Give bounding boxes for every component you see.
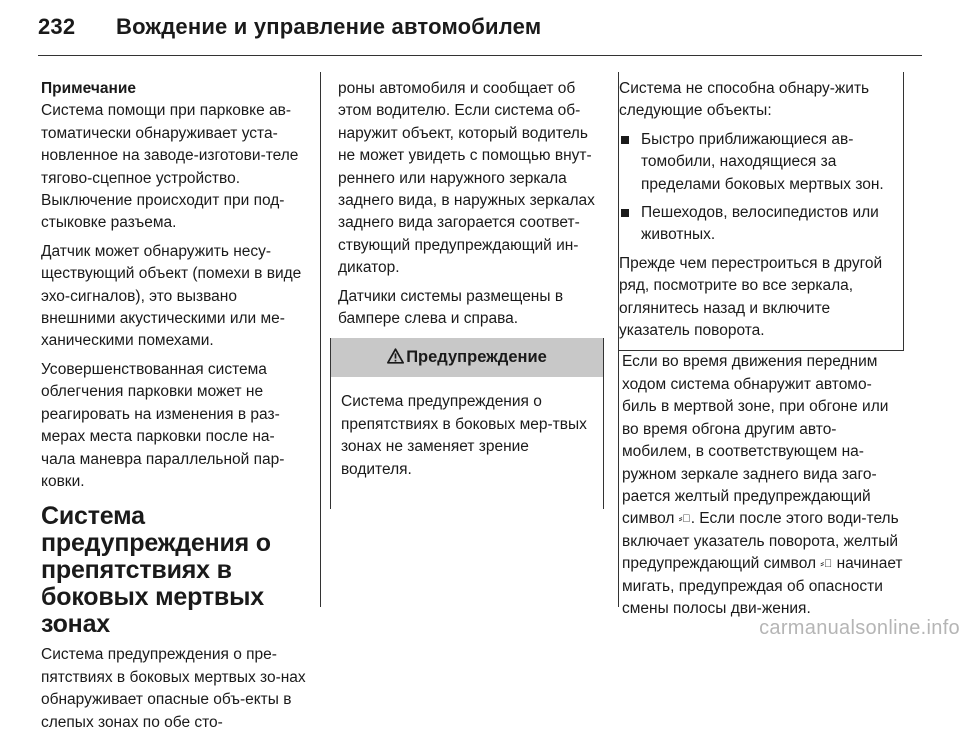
column-2 xyxy=(338,78,604,509)
warning-triangle-icon xyxy=(387,348,404,364)
list-item xyxy=(619,202,891,247)
list-item-text: Пешеходов, велосипедистов или животных. xyxy=(641,204,879,244)
blind-spot-symbol-icon: ⸗⃞ xyxy=(820,558,833,571)
list-item-text: Быстро приближающиеся ав-томобили, находящиеся за пределами боковых мертвых зон. xyxy=(641,130,884,193)
page-header xyxy=(38,14,541,40)
note-block xyxy=(41,78,309,493)
bullet-square-icon xyxy=(621,136,629,144)
bullet-square-icon xyxy=(621,209,629,217)
column-1 xyxy=(41,78,309,740)
warning-box xyxy=(330,338,604,509)
note-paragraph-2: Датчик может обнаружить несу-ществующий объект (помехи в виде эхо-сигналов), это вызвано внешними акустическими или ме-ханическими помехами. xyxy=(41,242,302,350)
warning-title: Предупреждение xyxy=(406,348,547,367)
column-3 xyxy=(619,78,904,626)
page-number: 232 xyxy=(38,14,76,39)
limitations-intro: Система не способна обнару-жить следующие объекты: xyxy=(619,80,870,120)
note-paragraph-1: Система помощи при парковке ав-томатически обнаруживает уста-новленное на заводе-изготови-теле тягово-сцепное устройство. Выключение происходит при под-стыковке разъема. xyxy=(41,102,299,232)
section-title: Система предупреждения о препятствиях в боковых мертвых зонах xyxy=(41,502,271,639)
main-text-part-1: Если во время движения передним ходом система обнаружит автомо-биль в мертвой зоне, при обгоне или во время обгона другим авто-мобилем, в соответствующем на-ружном зеркале заднего вида заго-рается желтый предупреждающий символ xyxy=(622,353,889,528)
header-rule xyxy=(38,55,922,56)
col2-paragraph-1: роны автомобиля и сообщает об этом водителю. Если система об-наружит объект, который водитель не может увидеть с помощью внут-реннего или наружного зеркала заднего вида, в наружных зеркалах заднего вида загорается соответ-ствующий предупреждающий ин-дикатор. xyxy=(338,80,595,277)
main-text-part-2: . Если после этого води-тель включает указатель поворота, желтый предупреждающий символ xyxy=(622,510,899,573)
blind-spot-symbol-icon: ⸗⃞ xyxy=(678,513,691,526)
column-divider-1 xyxy=(320,72,321,607)
list-item xyxy=(619,129,891,196)
note-title: Примечание xyxy=(41,80,136,97)
limitations-list xyxy=(619,129,891,247)
page-header-title: Вождение и управление автомобилем xyxy=(116,14,542,39)
limitations-advice: Прежде чем перестроиться в другой ряд, посмотрите во все зеркала, оглянитесь назад и включите указатель поворота. xyxy=(619,254,883,340)
section-intro: Система предупреждения о пре-пятствиях в боковых мертвых зо-нах обнаруживает опасные объ-екты в слепых зонах по обе сто- xyxy=(41,646,306,731)
warning-text: Система предупреждения о препятствиях в боковых мер-твых зонах не заменяет зрение водителя. xyxy=(341,393,587,478)
col2-paragraph-2: Датчики системы размещены в бампере слева и справа. xyxy=(338,287,564,328)
warning-header xyxy=(331,338,603,377)
col3-main-paragraph xyxy=(622,351,904,620)
watermark: carmanualsonline.info xyxy=(759,617,960,639)
limitations-box xyxy=(618,72,904,351)
main-text-part-3: начинает мигать, предупреждая об опасности смены полосы дви-жения. xyxy=(622,555,903,617)
note-paragraph-3: Усовершенствованная система облегчения парковки может не реагировать на изменения в раз-мерах места парковки после на-чала маневра параллельной пар-ковки. xyxy=(41,360,285,490)
